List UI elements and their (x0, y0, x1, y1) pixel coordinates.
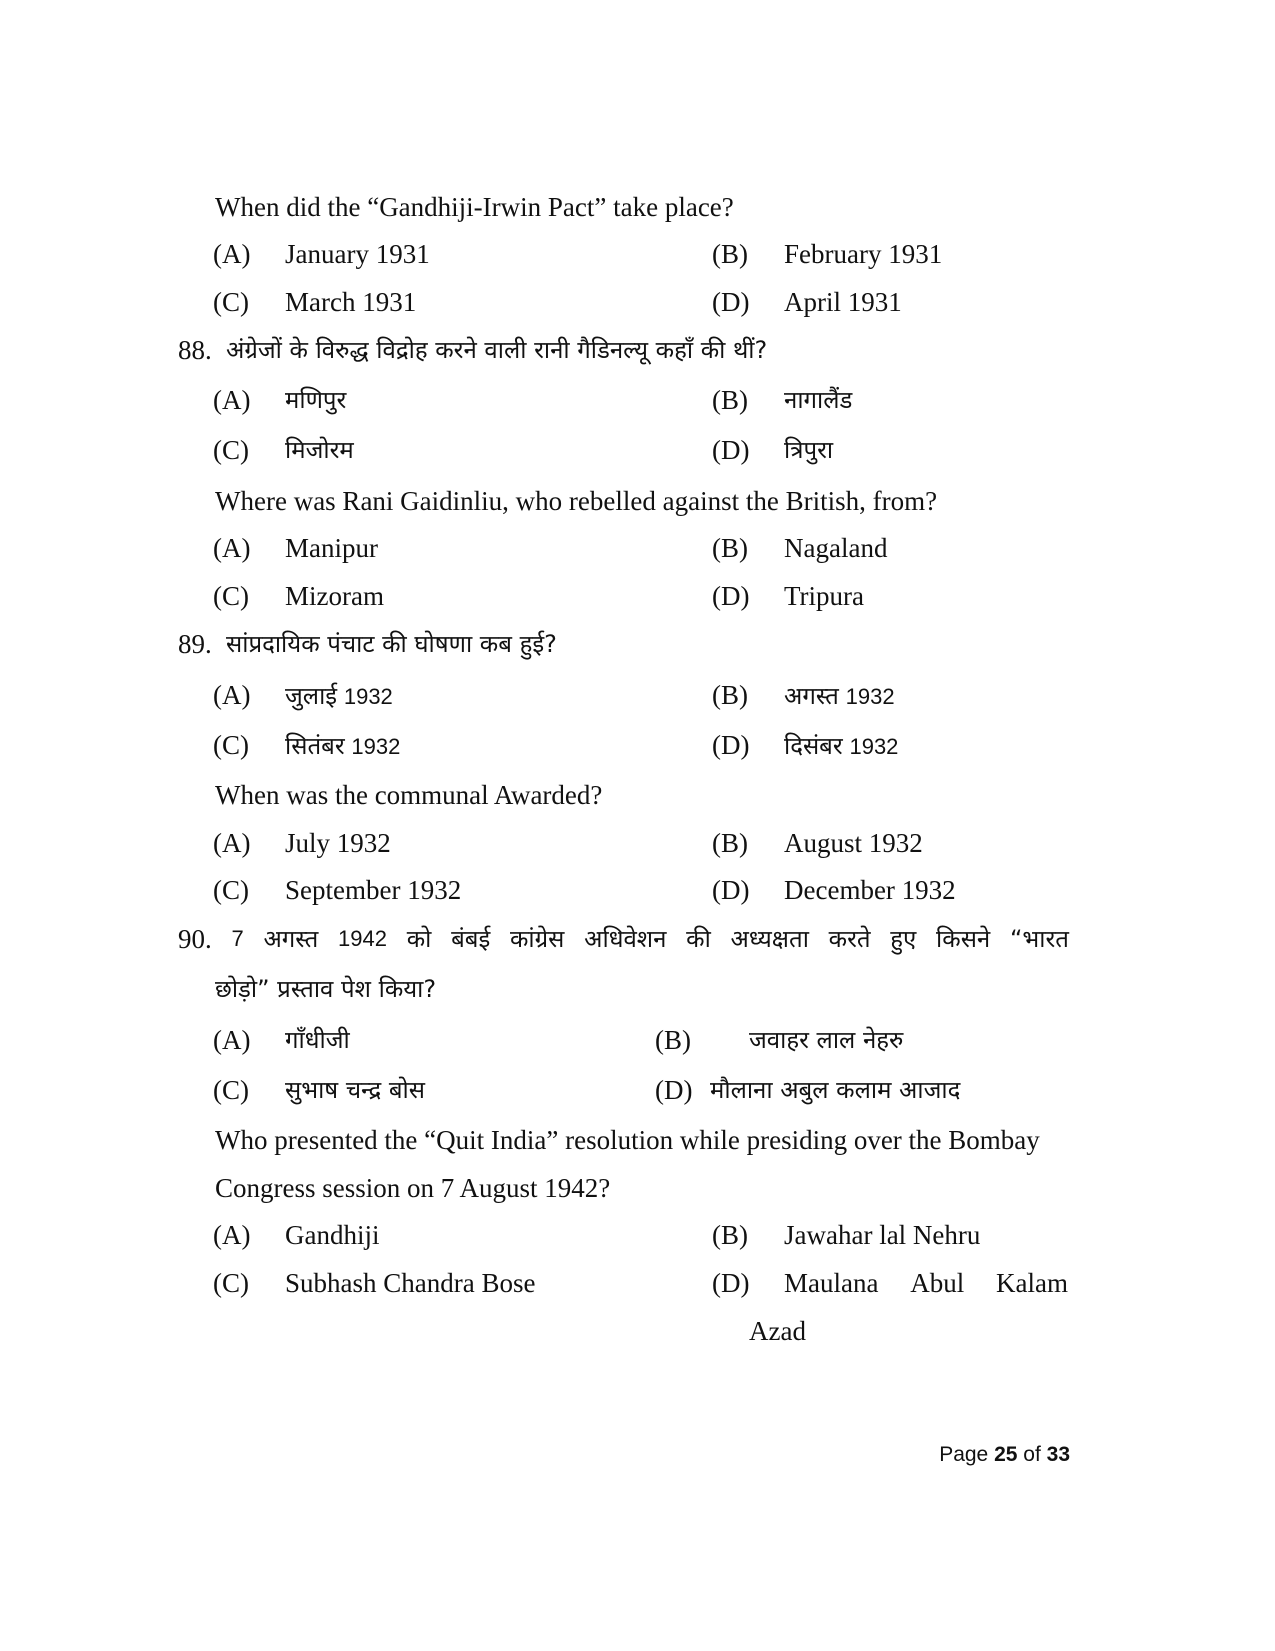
q90-en-option-b: Jawahar lal Nehru (784, 1220, 981, 1250)
page-total: 33 (1046, 1443, 1070, 1466)
q88-en-option-d-label: (D) (712, 581, 750, 611)
q88-hi-option-c-label: (C) (213, 435, 249, 465)
q90-hi-word: किसने (936, 925, 991, 953)
q90-hi-year: 1942 (338, 926, 387, 951)
q90-en-option-d-word: Kalam (996, 1268, 1068, 1298)
q89-hi-option-d-word: दिसंबर (784, 732, 843, 760)
q90-hi-option-b: जवाहर लाल नेहरु (749, 1026, 904, 1054)
q89-en-option-d: December 1932 (784, 875, 956, 905)
q90-hi-word: कांग्रेस (510, 925, 565, 953)
q89-hi-option-d-label: (D) (712, 730, 750, 760)
q89-number: 89. (178, 629, 212, 659)
q89-en-option-b: August 1932 (784, 828, 923, 858)
q90-en-option-d-word: Maulana (784, 1268, 879, 1298)
q90-hi-day: 7 (231, 926, 244, 951)
q90-hi-word: की (686, 925, 711, 953)
q88-hi-option-a-label: (A) (213, 385, 251, 415)
page-current: 25 (994, 1443, 1018, 1466)
q90-hi-word: हुए (890, 925, 917, 953)
q89-question-en: When was the communal Awarded? (215, 780, 603, 810)
q90-en-option-d (784, 1267, 1068, 1299)
q89-hi-option-a-year: 1932 (343, 684, 393, 709)
q90-question-en-line2: Congress session on 7 August 1942? (215, 1173, 611, 1203)
q88-en-option-b-label: (B) (712, 533, 748, 563)
q90-question-hi-line1 (178, 923, 1069, 955)
q90-en-option-d-label: (D) (712, 1268, 750, 1298)
page-label: Page (939, 1443, 989, 1466)
q88-hi-option-a: मणिपुर (285, 386, 347, 414)
q89-hi-option-b-word: अगस्त (784, 682, 839, 710)
q88-hi-option-d-label: (D) (712, 435, 750, 465)
q90-hi-word: अधिवेशन (584, 925, 667, 953)
q89-en-option-b-label: (B) (712, 828, 748, 858)
q90-en-option-a: Gandhiji (285, 1220, 380, 1250)
q90-hi-option-d: मौलाना अबुल कलाम आजाद (710, 1076, 961, 1104)
q89-question-hi: सांप्रदायिक पंचाट की घोषणा कब हुई? (226, 630, 557, 658)
q90-hi-word: को (406, 925, 432, 953)
q90-hi-option-c: सुभाष चन्द्र बोस (285, 1076, 425, 1104)
q89-hi-option-b (784, 679, 895, 713)
q90-number: 90. (178, 924, 212, 954)
q89-en-option-c: September 1932 (285, 875, 462, 905)
q90-hi-option-d-label: (D) (655, 1075, 693, 1105)
q90-hi-word: बंबई (451, 925, 491, 953)
q89-hi-option-b-year: 1932 (845, 684, 895, 709)
q88-question-en: Where was Rani Gaidinliu, who rebelled against the British, from? (215, 486, 938, 516)
q90-en-option-d-word: Abul (910, 1268, 965, 1298)
q89-en-option-d-label: (D) (712, 875, 750, 905)
q87-en-option-d: April 1931 (784, 287, 902, 317)
q88-en-option-a-label: (A) (213, 533, 251, 563)
q90-hi-option-b-label: (B) (655, 1025, 691, 1055)
q90-hi-option-c-label: (C) (213, 1075, 249, 1105)
q90-en-option-d-continued: Azad (749, 1316, 806, 1346)
q89-hi-option-a-label: (A) (213, 680, 251, 710)
q87-en-option-b: February 1931 (784, 239, 943, 269)
q89-en-option-a-label: (A) (213, 828, 251, 858)
q88-question-hi: अंग्रेजों के विरुद्ध विद्रोह करने वाली रानी गैडिनल्यू कहाँ की थीं? (226, 336, 768, 364)
q88-en-option-a: Manipur (285, 533, 378, 563)
q89-hi-option-d (784, 729, 898, 763)
q87-en-option-a-label: (A) (213, 239, 251, 269)
q90-question-en-line1: Who presented the “Quit India” resolution while presiding over the Bombay (215, 1125, 1040, 1155)
q90-hi-word: अध्यक्षता (730, 925, 809, 953)
q90-hi-option-a: गाँधीजी (285, 1026, 350, 1054)
q87-question-en: When did the “Gandhiji-Irwin Pact” take place? (215, 192, 734, 222)
q88-hi-option-b: नागालैंड (784, 386, 853, 414)
q87-en-option-b-label: (B) (712, 239, 748, 269)
q87-en-option-c-label: (C) (213, 287, 249, 317)
q89-hi-option-d-year: 1932 (849, 734, 899, 759)
page-of: of (1023, 1443, 1041, 1466)
q89-hi-option-b-label: (B) (712, 680, 748, 710)
q90-hi-word: “भारत (1009, 925, 1069, 953)
q87-en-option-d-label: (D) (712, 287, 750, 317)
q89-hi-option-c (285, 729, 400, 763)
page-footer (939, 1443, 1070, 1467)
q87-en-option-c: March 1931 (285, 287, 417, 317)
q90-en-option-a-label: (A) (213, 1220, 251, 1250)
q89-hi-option-a (285, 679, 393, 713)
q90-en-option-c: Subhash Chandra Bose (285, 1268, 536, 1298)
q90-en-option-c-label: (C) (213, 1268, 249, 1298)
q89-en-option-c-label: (C) (213, 875, 249, 905)
q87-en-option-a: January 1931 (285, 239, 430, 269)
q89-hi-option-c-year: 1932 (351, 734, 401, 759)
q88-hi-option-d: त्रिपुरा (784, 436, 834, 464)
q90-question-hi-line2: छोड़ो” प्रस्ताव पेश किया? (215, 975, 437, 1003)
q88-en-option-c: Mizoram (285, 581, 384, 611)
q88-en-option-b: Nagaland (784, 533, 888, 563)
q90-en-option-b-label: (B) (712, 1220, 748, 1250)
q89-hi-option-c-word: सितंबर (285, 732, 345, 760)
q90-hi-month: अगस्त (263, 925, 319, 953)
q89-hi-option-a-word: जुलाई (285, 682, 338, 710)
q88-hi-option-c: मिजोरम (285, 436, 354, 464)
q88-hi-option-b-label: (B) (712, 385, 748, 415)
q89-en-option-a: July 1932 (285, 828, 391, 858)
q88-en-option-c-label: (C) (213, 581, 249, 611)
q88-number: 88. (178, 335, 212, 365)
q90-hi-option-a-label: (A) (213, 1025, 251, 1055)
q90-hi-word: करते (828, 925, 871, 953)
q89-hi-option-c-label: (C) (213, 730, 249, 760)
q88-en-option-d: Tripura (784, 581, 865, 611)
